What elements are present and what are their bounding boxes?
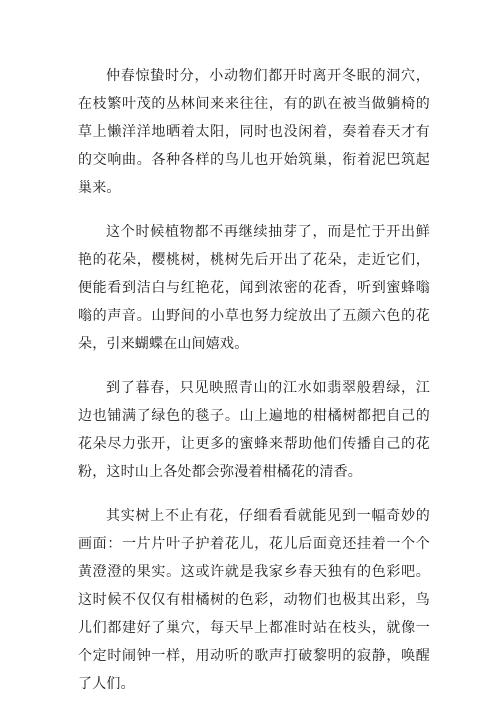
article-body (78, 62, 430, 714)
paragraph-3: 到了暮春，只见映照青山的江水如翡翠般碧绿，江边也铺满了绿色的毯子。山上遍地的柑橘树都把自己的花朵尽力张开，让更多的蜜蜂来帮助他们传播自己的花粉，这时山上各处都会弥漫着柑橘花的清香。 (78, 380, 430, 480)
paragraph-2: 这个时候植物都不再继续抽芽了，而是忙于开出鲜艳的花朵，樱桃树，桃树先后开出了花朵，走近它们，便能看到洁白与红艳花，闻到浓密的花香，听到蜜蜂嗡嗡的声音。山野间的小草也努力绽放出了五颜六色的花朵，引来蝴蝶在山间嬉戏。 (78, 224, 430, 352)
paragraph-4: 其实树上不止有花，仔细看看就能见到一幅奇妙的画面：一片片叶子护着花儿，花儿后面竟还挂着一个个黄澄澄的果实。这或许就是我家乡春天独有的色彩吧。这时候不仅仅有柑橘树的色彩，动物们也极其出彩，鸟儿们都建好了巢穴，每天早上都准时站在枝头，就像一个定时闹钟一样，用动听的歌声打破黎明的寂静，唤醒了人们。 (78, 508, 430, 692)
paragraph-1: 仲春惊蛰时分，小动物们都开时离开冬眠的洞穴，在枝繁叶茂的丛林间来来往往，有的趴在被当做躺椅的草上懒洋洋地晒着太阳，同时也没闲着，奏着春天才有的交响曲。各种各样的鸟儿也开始筑巢，衔着泥巴筑起巢来。 (78, 68, 430, 196)
